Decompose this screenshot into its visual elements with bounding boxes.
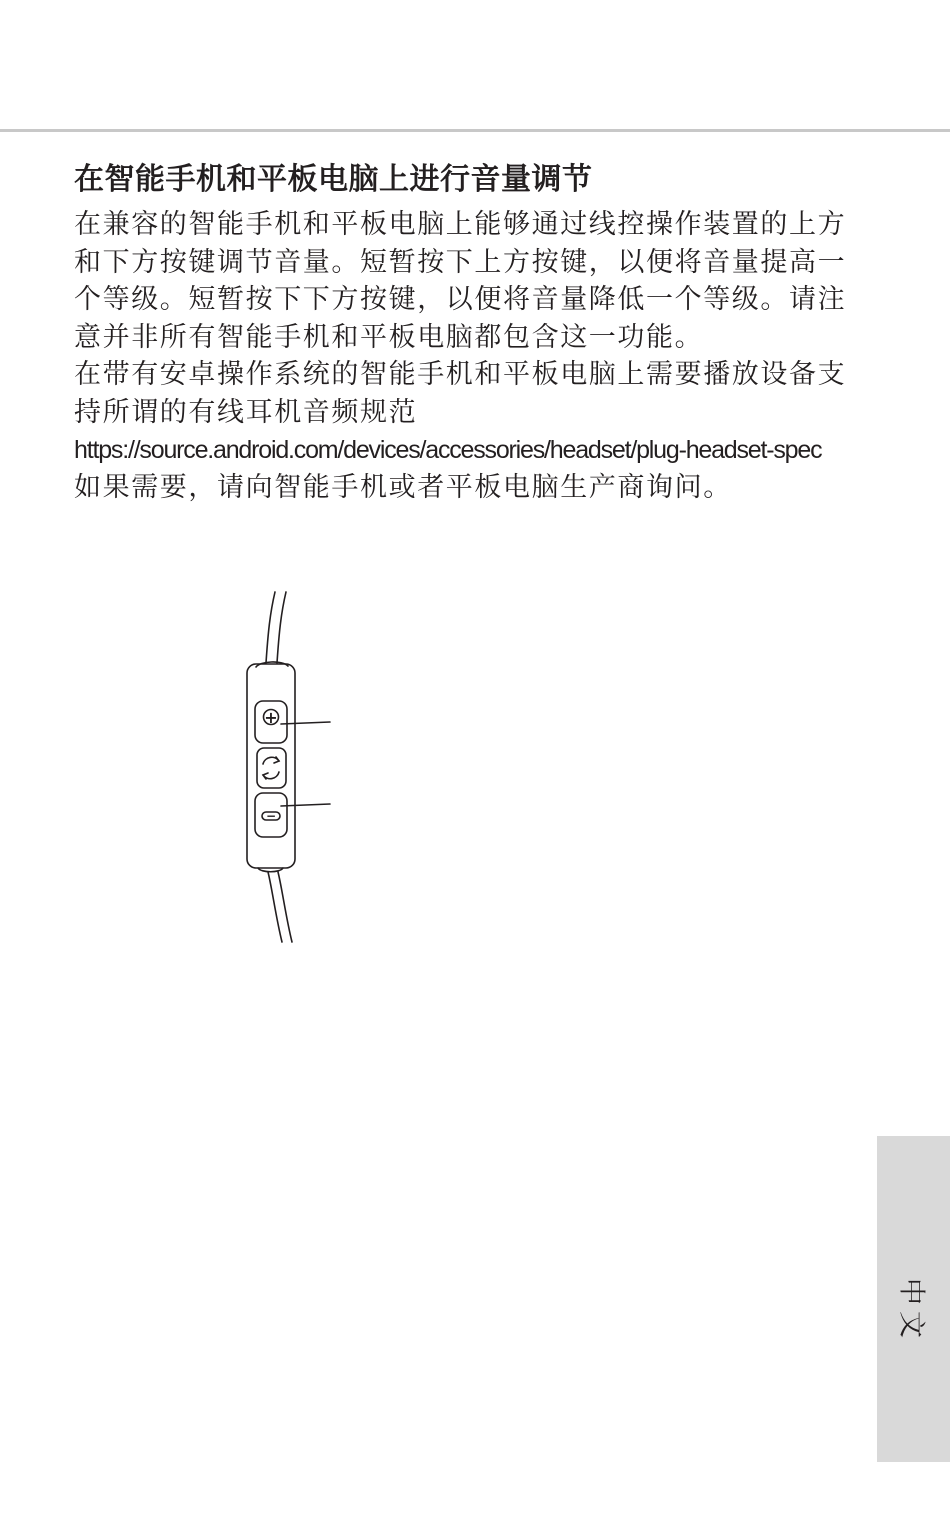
header-divider [0, 129, 950, 132]
language-tab [877, 1136, 950, 1462]
minus-symbol: − [265, 809, 277, 823]
inline-remote-diagram [230, 588, 360, 948]
volume-section [74, 160, 864, 507]
upper-cable [277, 592, 286, 663]
center-button [257, 748, 286, 788]
plus-symbol: + [264, 708, 278, 727]
language-tab-label: 中文 [895, 1278, 926, 1344]
leader-line-up [281, 722, 330, 724]
upper-cable [266, 592, 275, 663]
section-title: 在智能手机和平板电脑上进行音量调节 [74, 162, 593, 197]
paragraph-volume-control: 在兼容的智能手机和平板电脑上能够通过线控操作装置的上方和下方按键调节音量。短暂按下上方按键，以便将音量提高一个等级。短暂按下下方按键，以便将音量降低一个等级。请注意并非所有智能手机和平板电脑都包含这一功能。 [74, 209, 847, 353]
paragraph-android-requirement: 在带有安卓操作系统的智能手机和平板电脑上需要播放设备支持所谓的有线耳机音频规范 [74, 359, 847, 428]
paragraph-manufacturer-note: 如果需要，请向智能手机或者平板电脑生产商询问。 [74, 472, 732, 503]
headset-spec-url: https://source.android.com/devices/accessories/headset/plug-headset-spec [74, 436, 822, 464]
leader-line-down [281, 804, 330, 806]
